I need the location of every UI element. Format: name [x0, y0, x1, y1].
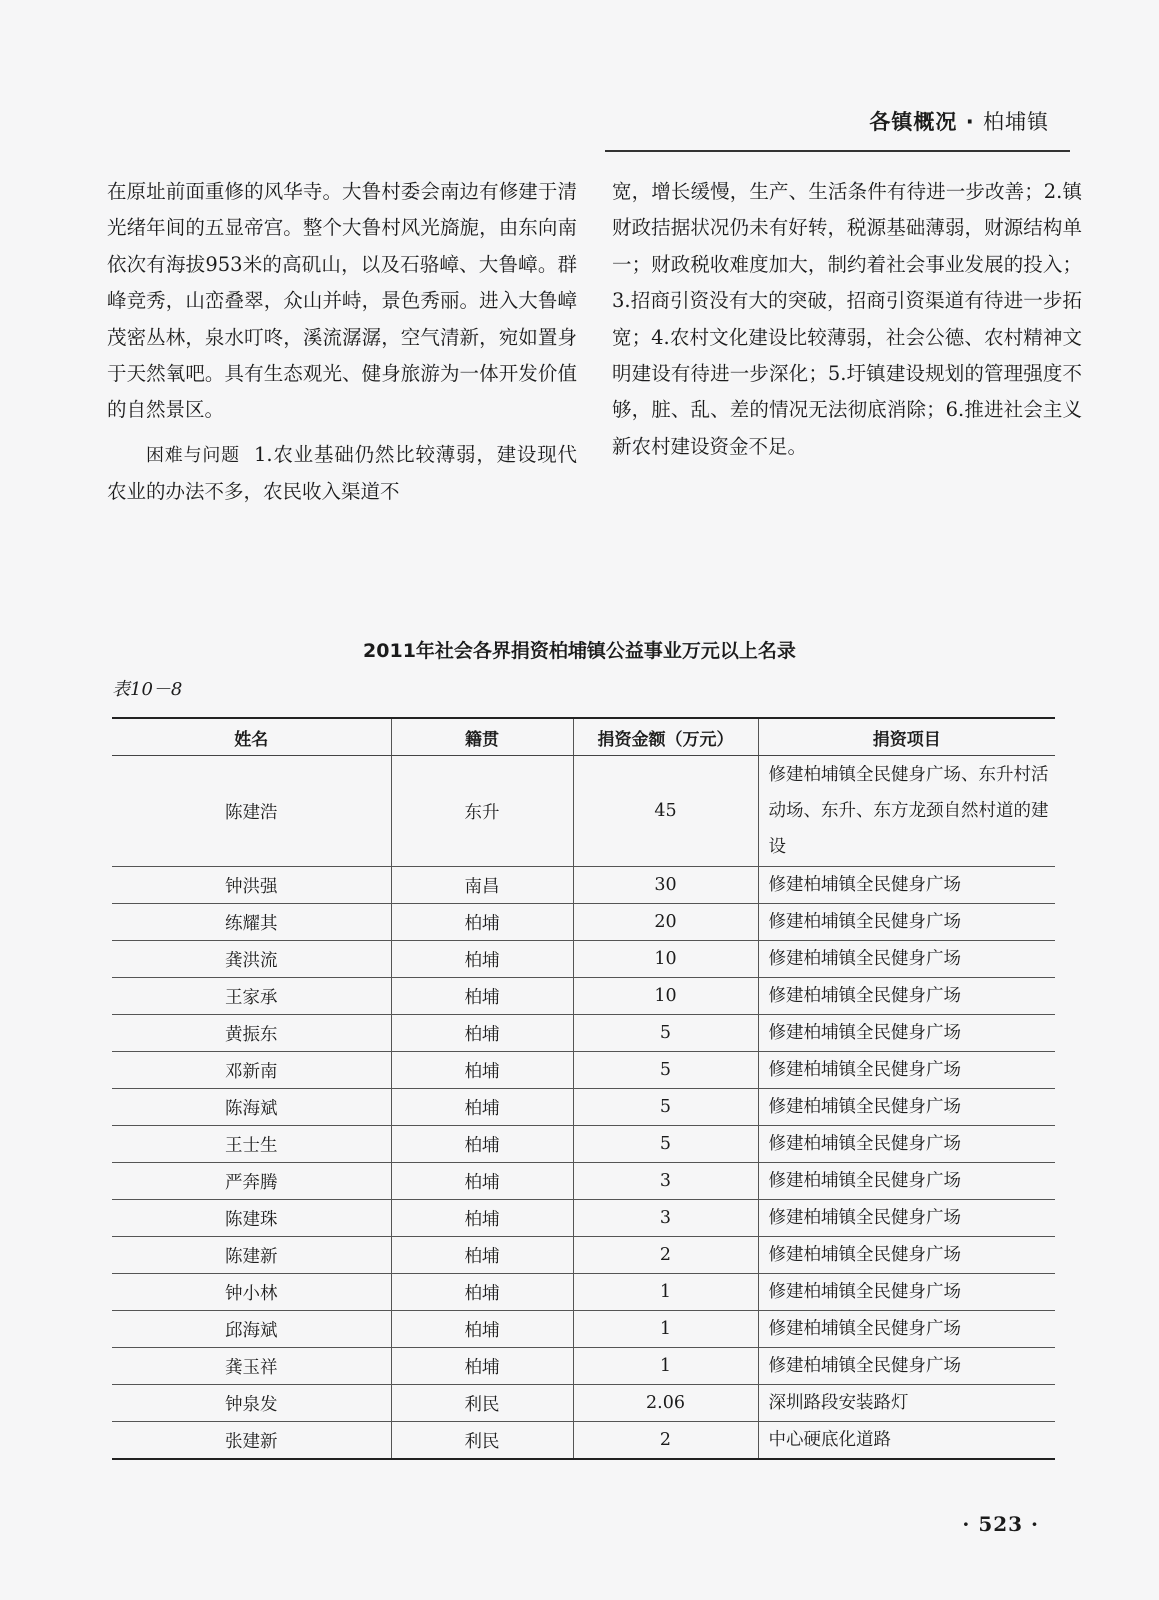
cell-project: 修建柏埔镇全民健身广场	[758, 1015, 1055, 1052]
cell-name: 钟小林	[112, 1274, 391, 1311]
cell-project: 修建柏埔镇全民健身广场	[758, 978, 1055, 1015]
cell-name: 龚洪流	[112, 941, 391, 978]
cell-origin: 柏埔	[391, 978, 573, 1015]
table-header-row	[112, 718, 1055, 756]
cell-origin: 利民	[391, 1422, 573, 1460]
cell-name: 王士生	[112, 1126, 391, 1163]
table-row	[112, 1089, 1055, 1126]
header-rule	[605, 150, 1070, 152]
table-row	[112, 1385, 1055, 1422]
running-header	[869, 106, 1049, 136]
cell-name: 张建新	[112, 1422, 391, 1460]
table-title: 2011年社会各界捐资柏埔镇公益事业万元以上名录	[363, 640, 796, 662]
cell-project: 修建柏埔镇全民健身广场	[758, 1052, 1055, 1089]
cell-name: 邓新南	[112, 1052, 391, 1089]
cell-name: 陈建浩	[112, 756, 391, 867]
table-row	[112, 1015, 1055, 1052]
cell-name: 黄振东	[112, 1015, 391, 1052]
cell-amount: 10	[573, 978, 758, 1015]
left-column	[107, 174, 577, 511]
table-row	[112, 904, 1055, 941]
cell-origin: 柏埔	[391, 1311, 573, 1348]
right-paragraph: 宽，增长缓慢，生产、生活条件有待进一步改善；2.镇财政拮据状况仍未有好转，税源基础薄弱，财源结构单一；财政税收难度加大，制约着社会事业发展的投入；3.招商引资没有大的突破，招商引资渠道有待进一步拓宽；4.农村文化建设比较薄弱，社会公德、农村精神文明建设有待进一步深化；5.圩镇建设规划的管理强度不够，脏、乱、差的情况无法彻底消除；6.推进社会主义新农村建设资金不足。	[612, 180, 1082, 458]
cell-amount: 5	[573, 1089, 758, 1126]
header-separator: ·	[965, 110, 975, 134]
table-row	[112, 1200, 1055, 1237]
table-label: 表10－8	[112, 679, 183, 700]
cell-name: 陈建珠	[112, 1200, 391, 1237]
cell-project: 修建柏埔镇全民健身广场	[758, 1126, 1055, 1163]
cell-origin: 柏埔	[391, 1163, 573, 1200]
cell-origin: 柏埔	[391, 904, 573, 941]
table-row	[112, 1163, 1055, 1200]
cell-project: 修建柏埔镇全民健身广场	[758, 867, 1055, 904]
table-row	[112, 1422, 1055, 1460]
header-section: 各镇概况	[869, 110, 958, 134]
cell-name: 邱海斌	[112, 1311, 391, 1348]
cell-amount: 5	[573, 1052, 758, 1089]
table-row	[112, 867, 1055, 904]
page-number: · 523 ·	[962, 1512, 1039, 1536]
cell-name: 钟洪强	[112, 867, 391, 904]
table-row	[112, 1052, 1055, 1089]
cell-amount: 2	[573, 1422, 758, 1460]
cell-origin: 柏埔	[391, 1348, 573, 1385]
cell-amount: 1	[573, 1311, 758, 1348]
cell-name: 严奔腾	[112, 1163, 391, 1200]
cell-name: 练耀其	[112, 904, 391, 941]
cell-origin: 柏埔	[391, 1015, 573, 1052]
cell-name: 陈海斌	[112, 1089, 391, 1126]
cell-amount: 5	[573, 1126, 758, 1163]
header-name: 姓名	[112, 718, 391, 756]
cell-amount: 10	[573, 941, 758, 978]
cell-project: 修建柏埔镇全民健身广场	[758, 1200, 1055, 1237]
table-row	[112, 1237, 1055, 1274]
cell-origin: 东升	[391, 756, 573, 867]
cell-amount: 20	[573, 904, 758, 941]
left-paragraph-2	[107, 437, 577, 511]
cell-name: 陈建新	[112, 1237, 391, 1274]
cell-amount: 1	[573, 1348, 758, 1385]
cell-origin: 南昌	[391, 867, 573, 904]
header-project: 捐资项目	[758, 718, 1055, 756]
donations-table	[112, 717, 1055, 1460]
cell-project: 深圳路段安装路灯	[758, 1385, 1055, 1422]
cell-project: 修建柏埔镇全民健身广场	[758, 1311, 1055, 1348]
table-row	[112, 978, 1055, 1015]
cell-project: 修建柏埔镇全民健身广场、东升村活动场、东升、东方龙颈自然村道的建设	[758, 756, 1055, 867]
cell-project: 修建柏埔镇全民健身广场	[758, 1163, 1055, 1200]
section-lead: 困难与问题	[146, 444, 240, 466]
cell-project: 修建柏埔镇全民健身广场	[758, 1237, 1055, 1274]
left-paragraph-2-text: 1.农业基础仍然比较薄弱，建设现代农业的办法不多，农民收入渠道不	[107, 442, 578, 504]
cell-amount: 45	[573, 756, 758, 867]
cell-project: 中心硬底化道路	[758, 1422, 1055, 1460]
cell-project: 修建柏埔镇全民健身广场	[758, 904, 1055, 941]
cell-origin: 利民	[391, 1385, 573, 1422]
table-body	[112, 756, 1055, 1460]
table-row	[112, 1126, 1055, 1163]
left-paragraph-1: 在原址前面重修的风华寺。大鲁村委会南边有修建于清光绪年间的五显帝宫。整个大鲁村风光旖旎，由东向南依次有海拔953米的高矶山，以及石骆嶂、大鲁嶂。群峰竞秀，山峦叠翠，众山并峙，景色秀丽。进入大鲁嶂茂密丛林，泉水叮咚，溪流潺潺，空气清新，宛如置身于天然氧吧。具有生态观光、健身旅游为一体开发价值的自然景区。	[107, 180, 577, 422]
cell-origin: 柏埔	[391, 1052, 573, 1089]
cell-name: 钟泉发	[112, 1385, 391, 1422]
cell-amount: 30	[573, 867, 758, 904]
cell-project: 修建柏埔镇全民健身广场	[758, 1274, 1055, 1311]
cell-project: 修建柏埔镇全民健身广场	[758, 1089, 1055, 1126]
cell-origin: 柏埔	[391, 941, 573, 978]
cell-name: 龚玉祥	[112, 1348, 391, 1385]
cell-origin: 柏埔	[391, 1126, 573, 1163]
header-origin: 籍贯	[391, 718, 573, 756]
table-row	[112, 756, 1055, 867]
cell-amount: 2.06	[573, 1385, 758, 1422]
table-row	[112, 941, 1055, 978]
cell-name: 王家承	[112, 978, 391, 1015]
cell-origin: 柏埔	[391, 1274, 573, 1311]
cell-amount: 3	[573, 1200, 758, 1237]
header-amount: 捐资金额（万元）	[573, 718, 758, 756]
cell-amount: 1	[573, 1274, 758, 1311]
cell-project: 修建柏埔镇全民健身广场	[758, 1348, 1055, 1385]
cell-origin: 柏埔	[391, 1089, 573, 1126]
cell-origin: 柏埔	[391, 1237, 573, 1274]
cell-origin: 柏埔	[391, 1200, 573, 1237]
table-row	[112, 1311, 1055, 1348]
table-row	[112, 1274, 1055, 1311]
cell-amount: 5	[573, 1015, 758, 1052]
cell-project: 修建柏埔镇全民健身广场	[758, 941, 1055, 978]
right-column	[612, 174, 1082, 465]
table-row	[112, 1348, 1055, 1385]
cell-amount: 3	[573, 1163, 758, 1200]
cell-amount: 2	[573, 1237, 758, 1274]
header-town: 柏埔镇	[983, 110, 1049, 134]
